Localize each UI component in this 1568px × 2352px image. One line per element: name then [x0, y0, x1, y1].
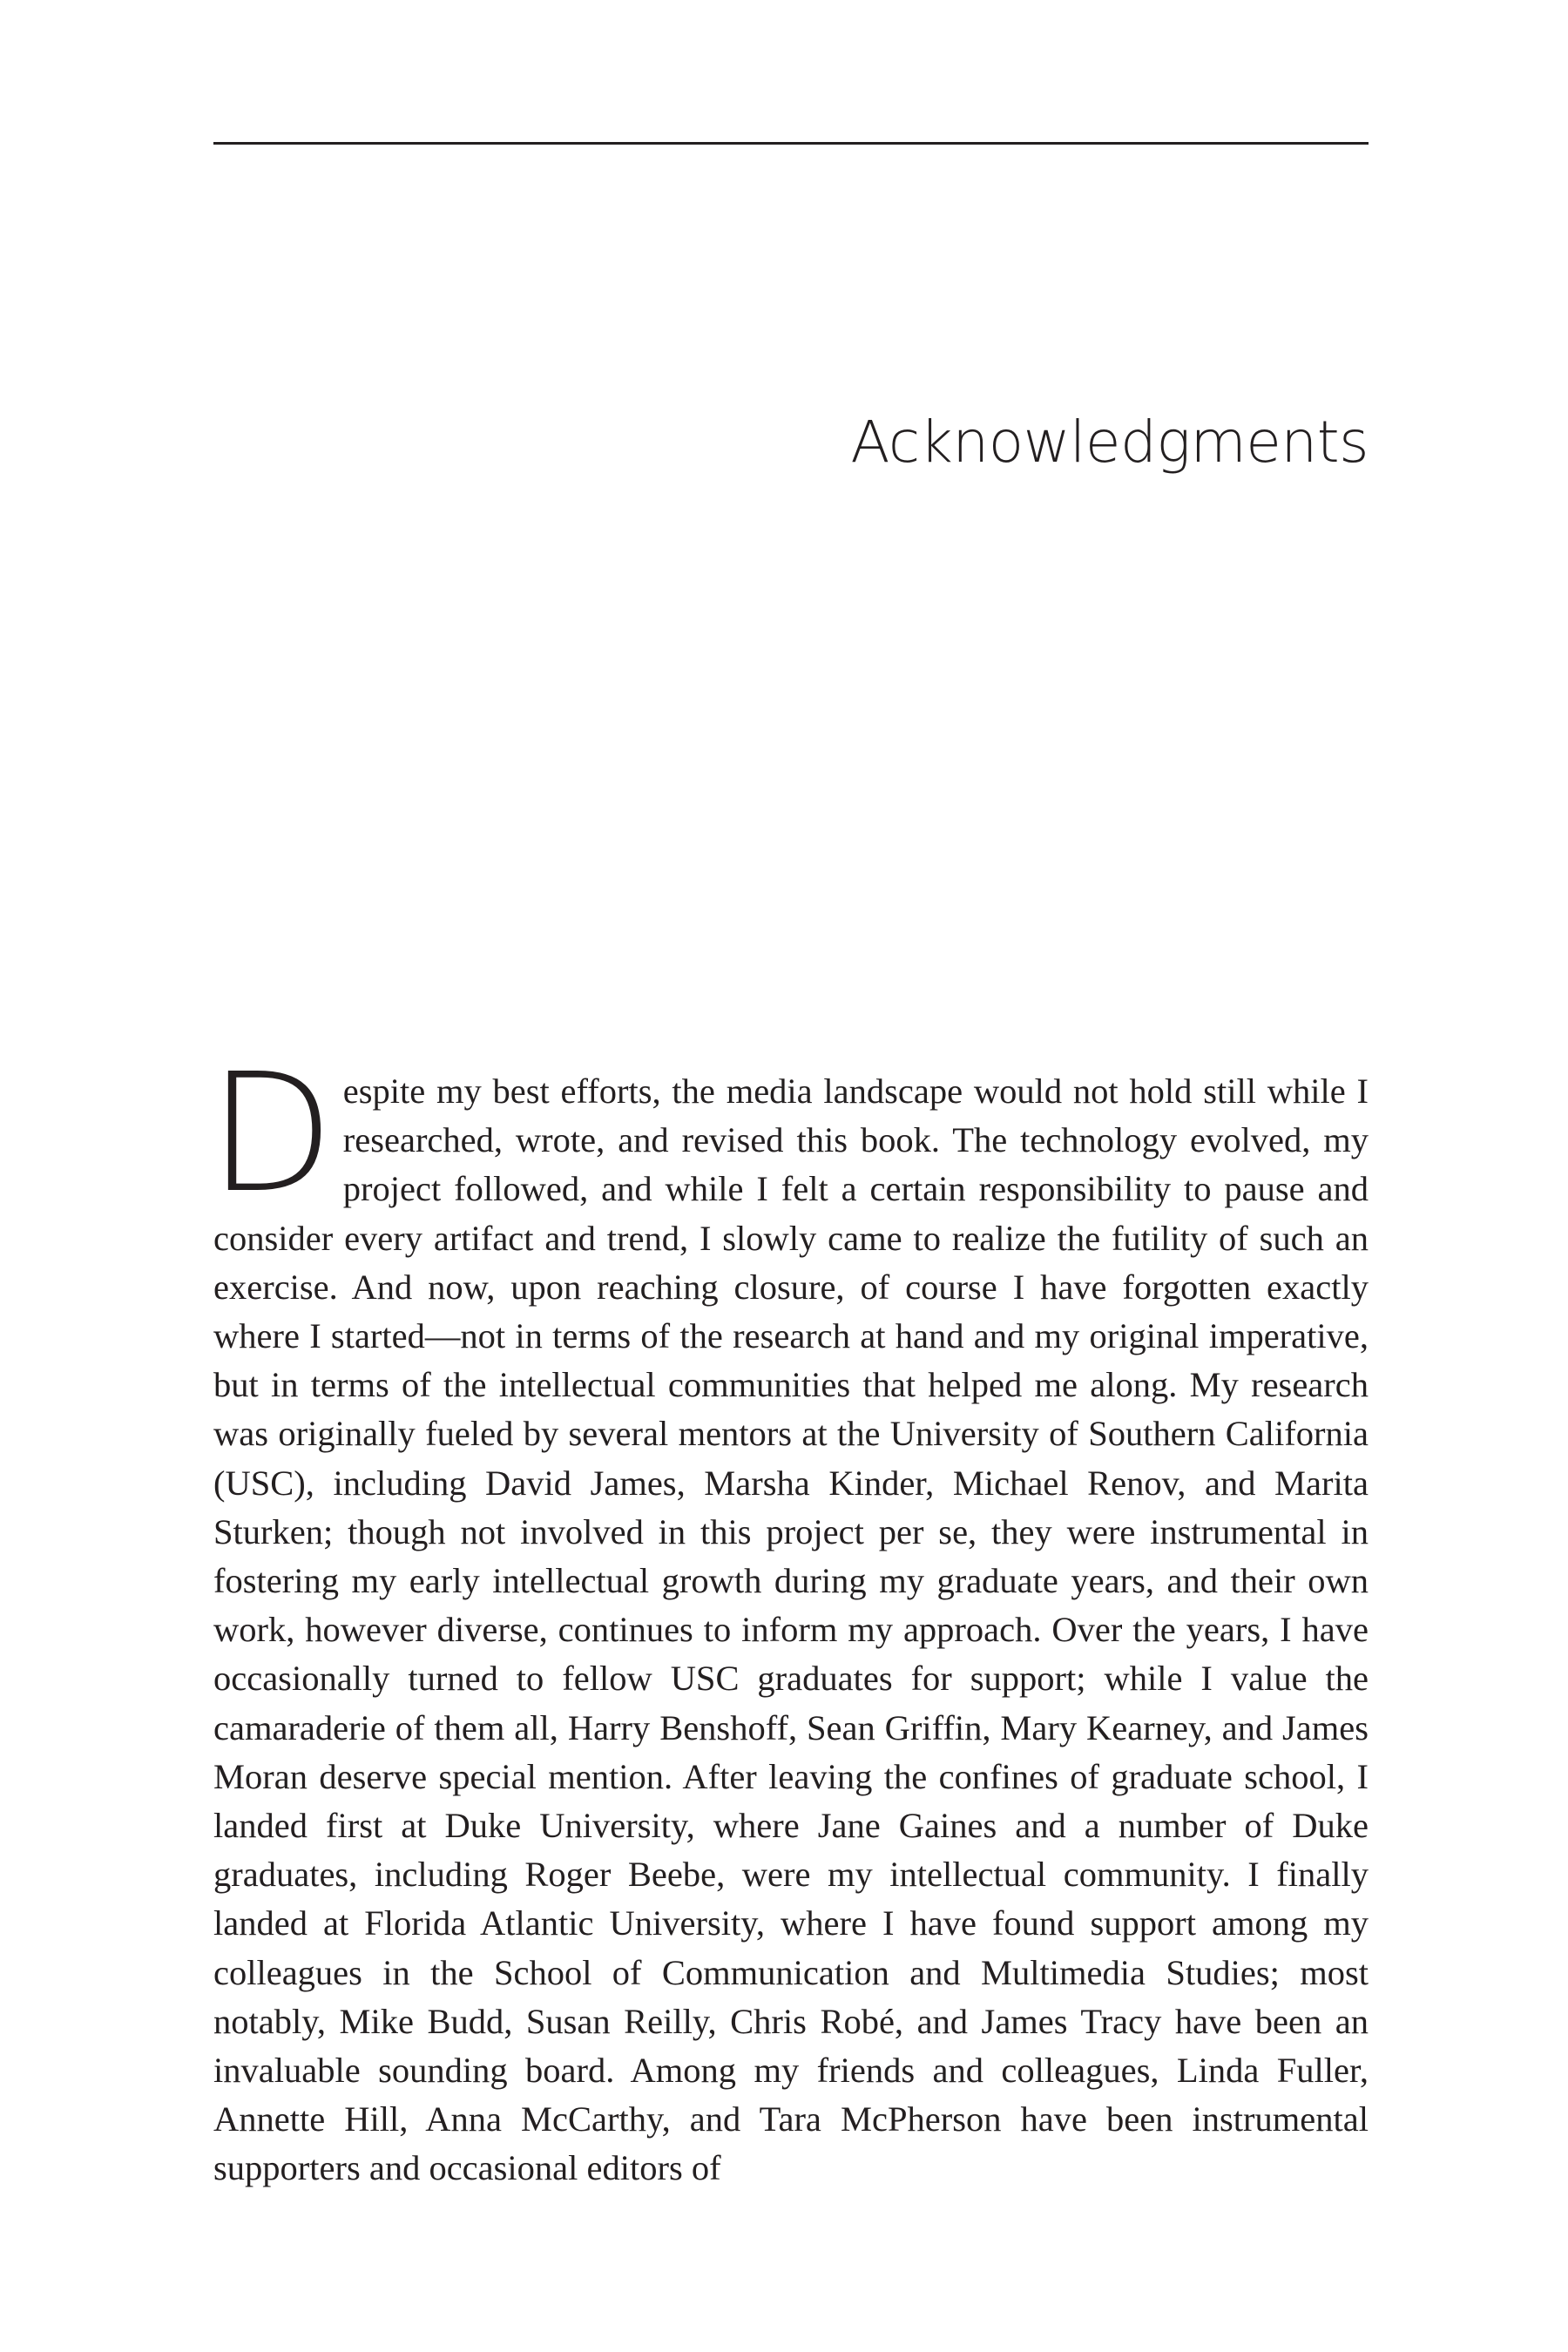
header-rule	[213, 142, 1369, 145]
body-paragraph	[208, 1038, 1369, 2193]
chapter-title: Acknowledgments	[850, 409, 1369, 476]
drop-cap: D	[208, 1038, 335, 1229]
body-text: espite my best efforts, the media landscape would not hold still while I researched, wrote, and revised this book. The technology evolved, my project followed, and while I felt a certain responsibility to pause and consider every artifact and trend, I slowly came to realize the futility of such an exercise. And now, upon reaching closure, of course I have forgotten exactly where I started—not in terms of the research at hand and my original imperative, but in terms of the intellectual communities that helped me along. My research was originally fueled by several mentors at the University of Southern California (USC), including David James, Marsha Kinder, Michael Renov, and Marita Sturken; though not involved in this project per se, they were instrumental in fostering my early intellectual growth during my graduate years, and their own work, however diverse, continues to inform my approach. Over the years, I have occasionally turned to fellow USC graduates for support; while I value the camaraderie of them all, Harry Benshoff, Sean Griffin, Mary Kearney, and James Moran deserve special mention. After leaving the confines of graduate school, I landed first at Duke University, where Jane Gaines and a number of Duke graduates, including Roger Beebe, were my intellectual community. I finally landed at Florida Atlantic University, where I have found support among my colleagues in the School of Communication and Multimedia Studies; most notably, Mike Budd, Susan Reilly, Chris Robé, and James Tracy have been an invaluable sounding board. Among my friends and colleagues, Linda Fuller, Annette Hill, Anna McCarthy, and Tara McPherson have been instrumental supporters and occasional editors of	[213, 1071, 1369, 2188]
